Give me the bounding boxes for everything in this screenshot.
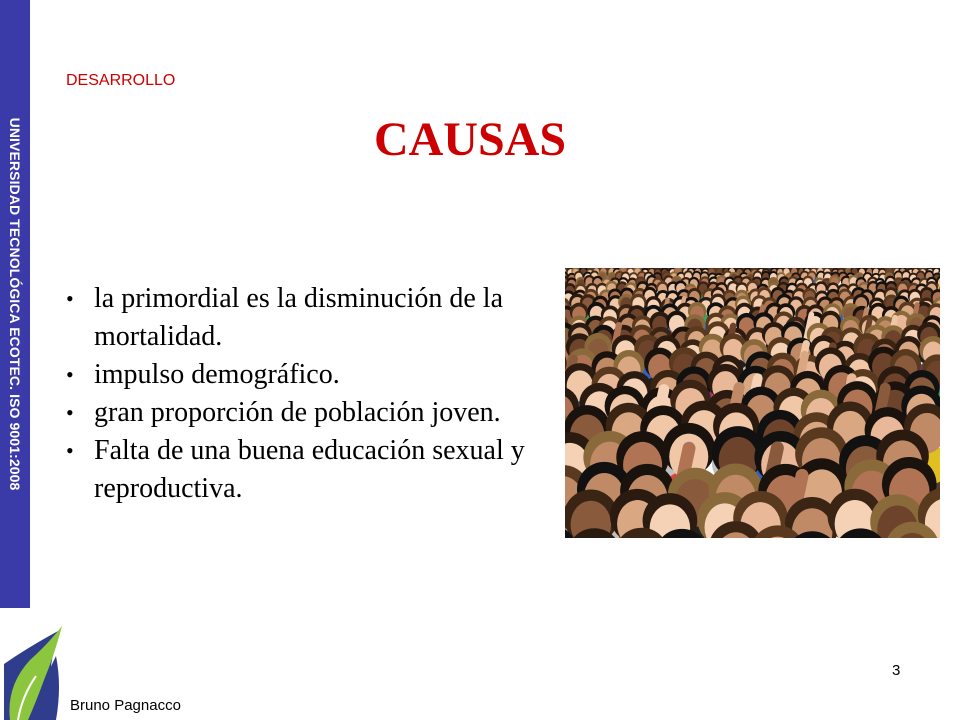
bullet-icon: • bbox=[66, 286, 74, 311]
author-name: Bruno Pagnacco bbox=[70, 697, 181, 714]
bullet-text: gran proporción de población joven. bbox=[94, 397, 501, 428]
section-label: DESARROLLO bbox=[66, 72, 176, 89]
bullet-text: la primordial es la disminución de la mortalidad. bbox=[94, 283, 504, 352]
bullet-text: impulso demográfico. bbox=[94, 359, 340, 390]
bullet-icon: • bbox=[66, 400, 74, 425]
slide-title: CAUSAS bbox=[373, 113, 567, 166]
ecotec-logo-icon bbox=[0, 616, 64, 720]
bullet-icon: • bbox=[66, 438, 74, 463]
bullet-icon: • bbox=[66, 362, 74, 387]
page-number: 3 bbox=[892, 662, 901, 679]
sidebar-band bbox=[0, 0, 30, 608]
bullet-list bbox=[66, 280, 536, 508]
university-name: UNIVERSIDAD TECNOLÓGICA ECOTEC. ISO 9001:2008 bbox=[7, 117, 23, 491]
bullet-text: Falta de una buena educación sexual y reproductiva. bbox=[94, 435, 525, 504]
crowd-photo bbox=[565, 268, 940, 538]
bullet-item bbox=[66, 394, 536, 432]
bullet-item bbox=[66, 280, 536, 356]
bullet-item bbox=[66, 356, 536, 394]
bullet-item bbox=[66, 432, 536, 508]
